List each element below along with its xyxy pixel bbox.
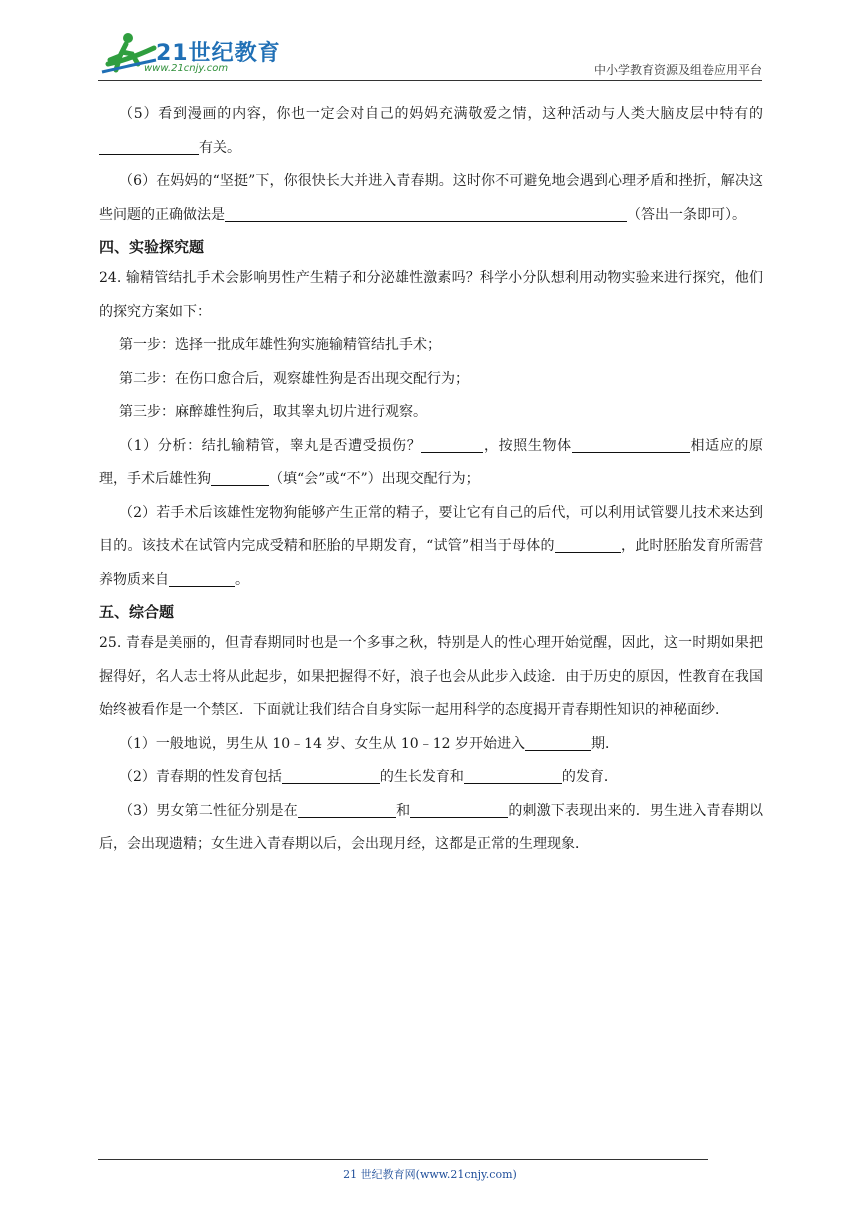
- q25-part1: （1）一般地说，男生从 10﹣14 岁、女生从 10﹣12 岁开始进入 期．: [119, 735, 619, 752]
- q23-part5: （5）看到漫画的内容，你也一定会对自己的妈妈充满敬爱之情，这种活动与人类大脑皮层中特有的有关。: [99, 98, 763, 165]
- brand-logo: [98, 30, 298, 78]
- answer-blank[interactable]: [99, 140, 199, 155]
- answer-blank[interactable]: [464, 769, 562, 784]
- section-title: 五、综合题: [99, 603, 175, 621]
- q24-step1: 第一步：选择一批成年雄性狗实施输精管结扎手术；: [119, 337, 441, 353]
- answer-blank[interactable]: [298, 803, 396, 818]
- answer-blank[interactable]: [225, 207, 627, 222]
- q25-part3: （3）男女第二性征分别是在 和 的刺激下表现出来的．男生进入青春期以后，会出现遗精；女生进入青春期以后，会出现月经，这都是正常的生理现象．: [99, 802, 764, 852]
- q25-intro: 25. 青春是美丽的，但青春期同时也是一个多事之秋，特别是人的性心理开始觉醒，因此，这一时期如果把握得好，名人志士将从此起步，如果把握得不好，浪子也会从此步入歧途．由于历史的原因，性教育在我国始终被看作是一个禁区．下面就让我们结合自身实际一起用科学的态度揭开青春期性知识的神秘面纱．: [99, 635, 763, 718]
- answer-blank[interactable]: [525, 736, 591, 751]
- q24-step2: 第二步：在伤口愈合后，观察雄性狗是否出现交配行为；: [119, 370, 469, 387]
- document-body: [99, 98, 763, 862]
- q23-part6: （6）在妈妈的“坚挺”下，你很快长大并进入青春期。这时你不可避免地会遇到心理矛盾和挫折，解决这些问题的正确做法是 （答出一条即可）。: [99, 173, 763, 223]
- q24-part1: （1）分析：结扎输精管，睾丸是否遭受损伤？ ，按照生物体 相适应的原理，手术后雄性狗 （填“会”或“不”）出现交配行为；: [99, 437, 764, 487]
- footer-link[interactable]: 21 世纪教育网(www.21cnjy.com): [343, 1168, 517, 1181]
- answer-blank[interactable]: [169, 572, 235, 587]
- page-header: [98, 30, 762, 82]
- section-title: 四、实验探究题: [99, 238, 205, 256]
- answer-blank[interactable]: [211, 471, 269, 486]
- q25-part2: （2）青春期的性发育包括 的生长发育和 的发育．: [119, 769, 618, 785]
- footer-divider: [98, 1159, 708, 1160]
- answer-blank[interactable]: [555, 538, 621, 553]
- answer-blank[interactable]: [572, 438, 690, 453]
- header-divider: [98, 80, 762, 81]
- logo-url: www.21cnjy.com: [144, 63, 229, 74]
- q24-part2: （2）若手术后该雄性宠物狗能够产生正常的精子，要让它有自己的后代，可以利用试管婴儿技术来达到目的。该技术在试管内完成受精和胚胎的早期发育，“试管”相当于母体的 ，此时胚胎发育所需营养物质来自 。: [99, 504, 763, 588]
- q24-step3: 第三步：麻醉雄性狗后，取其睾丸切片进行观察。: [119, 404, 427, 420]
- answer-blank[interactable]: [282, 769, 380, 784]
- answer-blank[interactable]: [421, 438, 483, 453]
- logo-text: 21世纪教育: [156, 41, 281, 66]
- q24-intro: 24. 输精管结扎手术会影响男性产生精子和分泌雄性激素吗？科学小分队想利用动物实验来进行探究，他们的探究方案如下：: [99, 270, 763, 320]
- answer-blank[interactable]: [410, 803, 508, 818]
- header-tagline: 中小学教育资源及组卷应用平台: [593, 63, 762, 77]
